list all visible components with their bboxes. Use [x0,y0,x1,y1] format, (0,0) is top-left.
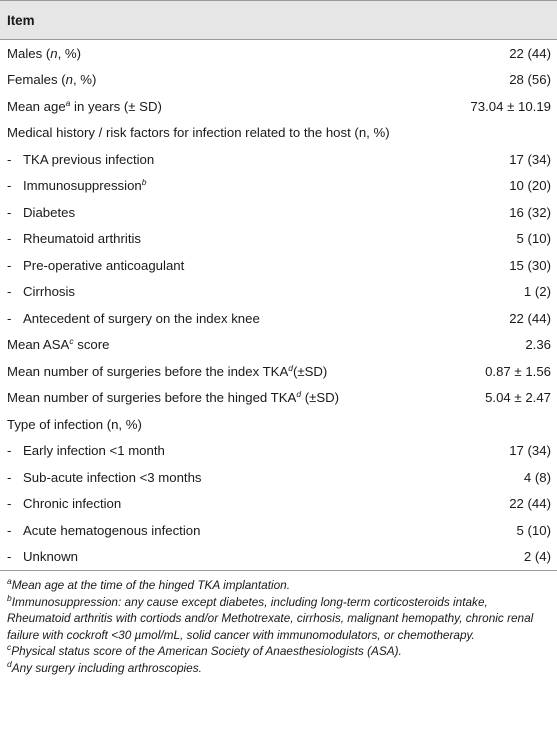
row-value: 15 (30) [509,257,551,273]
row-label-text: Mean ASA [7,337,70,353]
row-label-text: Cirrhosis [23,284,76,300]
row-value: 5.04 ± 2.47 [485,390,551,406]
footnote-mark: c [7,642,12,652]
row-value: 10 (20) [509,178,551,194]
footnote [7,660,550,677]
row-label-text: Antecedent of surgery on the index knee [23,310,260,326]
table-row [0,252,557,279]
footnote-text: Mean age at the time of the hinged TKA implantation. [11,578,291,592]
row-value: 17 (34) [509,151,551,167]
row-label-italic: n [65,72,73,88]
row-value: 17 (34) [509,443,551,459]
footnote-mark: a [7,576,12,586]
row-label-text: Sub-acute infection <3 months [23,469,202,485]
row-value: 22 (44) [509,45,551,61]
row-dash: - [7,151,12,167]
table-row [0,226,557,253]
row-label-text: Females ( [7,72,66,88]
row-dash: - [7,443,12,459]
row-footnote-mark: a [65,97,71,108]
table-row [0,120,557,147]
row-label-text: Rheumatoid arthritis [23,231,142,247]
row-label-text: Early infection <1 month [23,443,165,459]
row-label-text: Type of infection (n, %) [7,416,142,432]
table-row [0,40,557,67]
footnote-mark: b [7,592,12,603]
row-label-text: Mean number of surgeries before the index TKA [7,363,289,379]
row-label-text: Mean age [7,98,66,114]
row-label-suffix: , %) [57,45,82,61]
table-row [0,199,557,226]
table-body [0,40,557,571]
footnote-mark: d [7,658,12,669]
footnote-text: Immunosuppression: any cause except diabetes, including long-term corticosteroids intake, Rheumatoid arthritis with cortiods and/or Methotrexate, cirrhosis, malignant hemopathy, chronic renal failure with cockroft <30 µmol/mL, solid cancer with immunomodulators, or chemotherapy. [7,594,534,642]
row-value: 0.87 ± 1.56 [485,363,551,379]
row-dash: - [7,310,12,326]
footnote [7,577,550,594]
table-row [0,491,557,518]
table-row [0,544,557,571]
row-label-italic: n [50,45,58,61]
table-row [0,332,557,359]
row-value: 1 (2) [523,284,551,300]
row-label [0,93,456,120]
row-label-suffix: (±SD) [301,390,340,406]
row-value: 5 (10) [516,522,551,538]
table-row [0,305,557,332]
row-label [0,199,456,226]
row-value: 73.04 ± 10.19 [470,98,551,114]
row-label [0,120,456,147]
row-label [0,464,456,491]
row-dash: - [7,284,12,300]
row-label [0,226,456,253]
row-label-suffix: in years (± SD) [70,98,162,114]
row-label-text: Immunosuppression [23,178,142,194]
row-label-text: Diabetes [23,204,76,220]
row-dash: - [7,204,12,220]
footnote-text: Physical status score of the American Society of Anaesthesiologists (ASA). [11,644,402,658]
row-label-text: Males ( [7,45,51,61]
row-footnote-mark: c [69,336,74,347]
row-label-text: Mean number of surgeries before the hinged TKA [7,390,297,406]
table-row [0,279,557,306]
row-value: 16 (32) [509,204,551,220]
row-label [0,67,456,94]
row-footnote-mark: d [296,389,302,400]
row-value: 5 (10) [516,231,551,247]
row-value [456,120,557,147]
table-header [0,0,557,40]
row-footnote-mark: b [141,177,147,188]
row-label-suffix: (±SD) [292,363,328,379]
table-row [0,173,557,200]
row-label [0,146,456,173]
table-row [0,67,557,94]
row-label [0,279,456,306]
row-dash: - [7,549,12,565]
row-dash: - [7,178,12,194]
table-row [0,358,557,385]
row-value: 2.36 [525,337,551,353]
row-dash: - [7,257,12,273]
row-value [456,411,557,438]
row-label-text: Pre-operative anticoagulant [23,257,185,273]
row-label [0,438,456,465]
row-label [0,411,456,438]
table-row [0,93,557,120]
row-value: 22 (44) [509,496,551,512]
row-value: 28 (56) [509,72,551,88]
row-label [0,385,456,412]
row-label [0,40,456,67]
table-row [0,146,557,173]
row-label-text: TKA previous infection [23,151,155,167]
row-label-suffix: score [73,337,110,353]
row-label [0,332,456,359]
row-label-text: Chronic infection [23,496,122,512]
row-label [0,358,456,385]
row-label [0,252,456,279]
table-row [0,438,557,465]
table-row [0,411,557,438]
row-label-text: Acute hematogenous infection [23,522,201,538]
row-value: 2 (4) [523,549,551,565]
row-label [0,173,456,200]
row-label [0,491,456,518]
footnote [7,643,550,660]
row-dash: - [7,522,12,538]
footnote [7,594,550,644]
row-label-suffix: , %) [72,72,97,88]
row-label [0,517,456,544]
row-label [0,544,456,571]
table-row [0,464,557,491]
row-value: 22 (44) [509,310,551,326]
row-label [0,305,456,332]
header-item-label: Item [7,12,35,28]
table-row [0,517,557,544]
row-dash: - [7,231,12,247]
table-row [0,385,557,412]
row-dash: - [7,496,12,512]
footnote-text: Any surgery including arthroscopies. [11,660,202,675]
row-footnote-mark: d [288,362,293,373]
row-label-text: Medical history / risk factors for infection related to the host (n, %) [7,125,390,141]
footnotes [0,571,557,676]
row-value: 4 (8) [523,469,551,485]
row-dash: - [7,469,12,485]
row-label-text: Unknown [23,549,78,565]
